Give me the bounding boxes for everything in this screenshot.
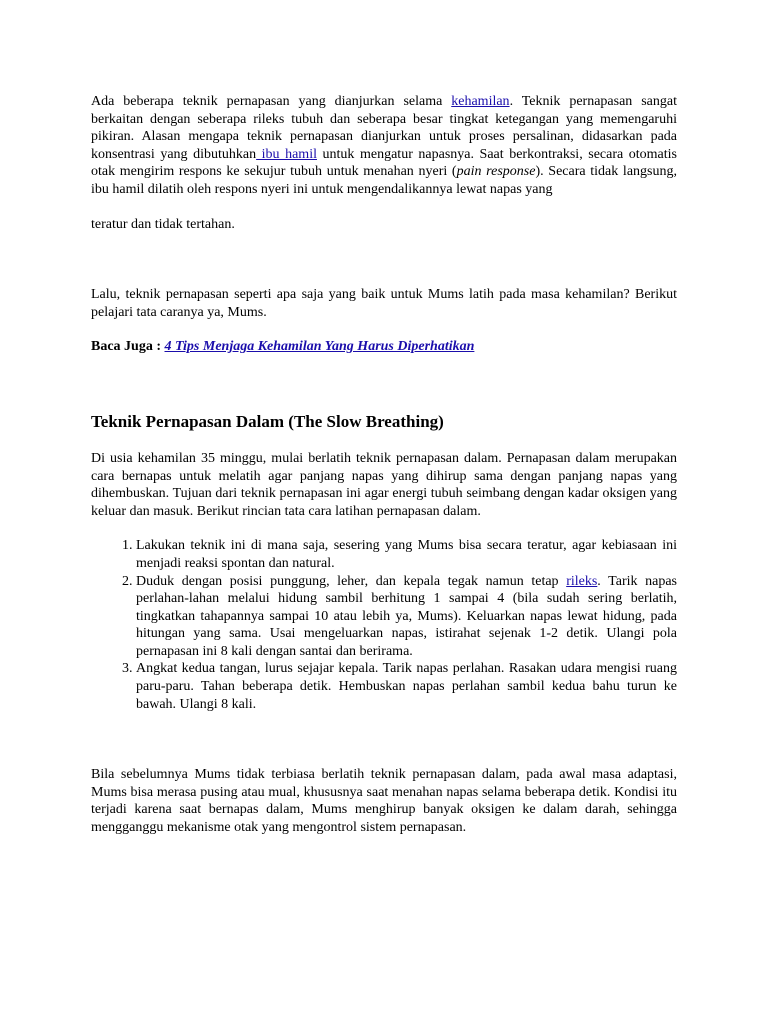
document-page	[91, 93, 677, 837]
steps-list	[91, 537, 677, 713]
list-item	[136, 573, 677, 661]
section-intro-paragraph: Di usia kehamilan 35 minggu, mulai berlatih teknik pernapasan dalam. Pernapasan dalam merupakan cara bernapas untuk melatih agar panjang napas yang dihirup sama dengan panjang napas yang dihembuskan. Tujuan dari teknik pernapasan ini agar energi tubuh seimbang dengan kadar oksigen yang keluar dan masuk. Berikut rincian tata cara latihan pernapasan dalam.	[91, 450, 677, 519]
section-heading: Teknik Pernapasan Dalam (The Slow Breathing)	[91, 411, 444, 431]
baca-juga-link[interactable]: 4 Tips Menjaga Kehamilan Yang Harus Diperhatikan	[164, 339, 475, 355]
intro-text-1: Ada beberapa teknik pernapasan yang dianjurkan selama	[91, 94, 452, 109]
link-ibu-hamil[interactable]: ibu hamil	[256, 146, 317, 162]
intro-text-3: untuk mengatur napasnya. Saat berkontraksi, secara otomatis otak mengirim respons ke sekujur tubuh untuk menahan nyeri (	[91, 146, 677, 180]
question-paragraph: Lalu, teknik pernapasan seperti apa saja yang baik untuk Mums latih pada masa kehamilan? Berikut pelajari tata caranya ya, Mums.	[91, 287, 677, 320]
baca-juga-label: Baca Juga :	[91, 339, 165, 355]
intro-text-4: ). Secara tidak langsung, ibu hamil dilatih oleh respons nyeri ini untuk mengendalikannya lewat napas yang	[91, 164, 677, 197]
continuation-paragraph: teratur dan tidak tertahan.	[91, 216, 235, 232]
pain-response-term: pain response	[456, 164, 536, 180]
closing-paragraph: Bila sebelumnya Mums tidak terbiasa berlatih teknik pernapasan dalam, pada awal masa adaptasi, Mums bisa merasa pusing atau mual, khususnya saat menahan napas selama beberapa detik. Kondisi itu terjadi karena saat bernapas dalam, Mums menghirup banyak oksigen ke dalam darah, sehingga mengganggu mekanisme otak yang mengontrol sistem pernapasan.	[91, 767, 677, 836]
step-2-text-2: . Tarik napas perlahan-lahan melalui hidung sambil berhitung 1 sampai 4 (bila sudah sering berlatih, tingkatkan tahapannya sampai 10 atau lebih ya, Mums). Keluarkan napas lewat hidung, pada hitungan yang sama. Usai mengeluarkan napas, istirahat sejenak 1-2 detik. Ulangi pola pernapasan ini 8 kali dengan santai dan berirama.	[136, 573, 677, 659]
list-item	[136, 537, 677, 572]
link-rileks[interactable]: rileks	[566, 573, 598, 589]
step-1-text: Lakukan teknik ini di mana saja, sesering yang Mums bisa secara teratur, agar kebiasaan ini menjadi reaksi spontan dan natural.	[136, 538, 677, 571]
link-kehamilan[interactable]: kehamilan	[451, 94, 510, 109]
step-2-text-1: Duduk dengan posisi punggung, leher, dan kepala tegak namun tetap	[136, 573, 567, 589]
list-item	[136, 660, 677, 713]
intro-text-2: . Teknik pernapasan sangat berkaitan dengan seberapa rileks tubuh dan seberapa besar tingkat ketegangan yang memengaruhi pikiran. Alasan mengapa teknik pernapasan dianjurkan untuk proses persalinan, didasarkan pada konsentrasi yang dibutuhkan	[91, 94, 677, 162]
intro-paragraph	[91, 93, 677, 199]
baca-juga-line	[91, 338, 677, 356]
step-3-text: Angkat kedua tangan, lurus sejajar kepala. Tarik napas perlahan. Rasakan udara mengisi ruang paru-paru. Tahan beberapa detik. Hembuskan napas perlahan sambil kedua bahu turun ke bawah. Ulangi 8 kali.	[136, 661, 677, 712]
